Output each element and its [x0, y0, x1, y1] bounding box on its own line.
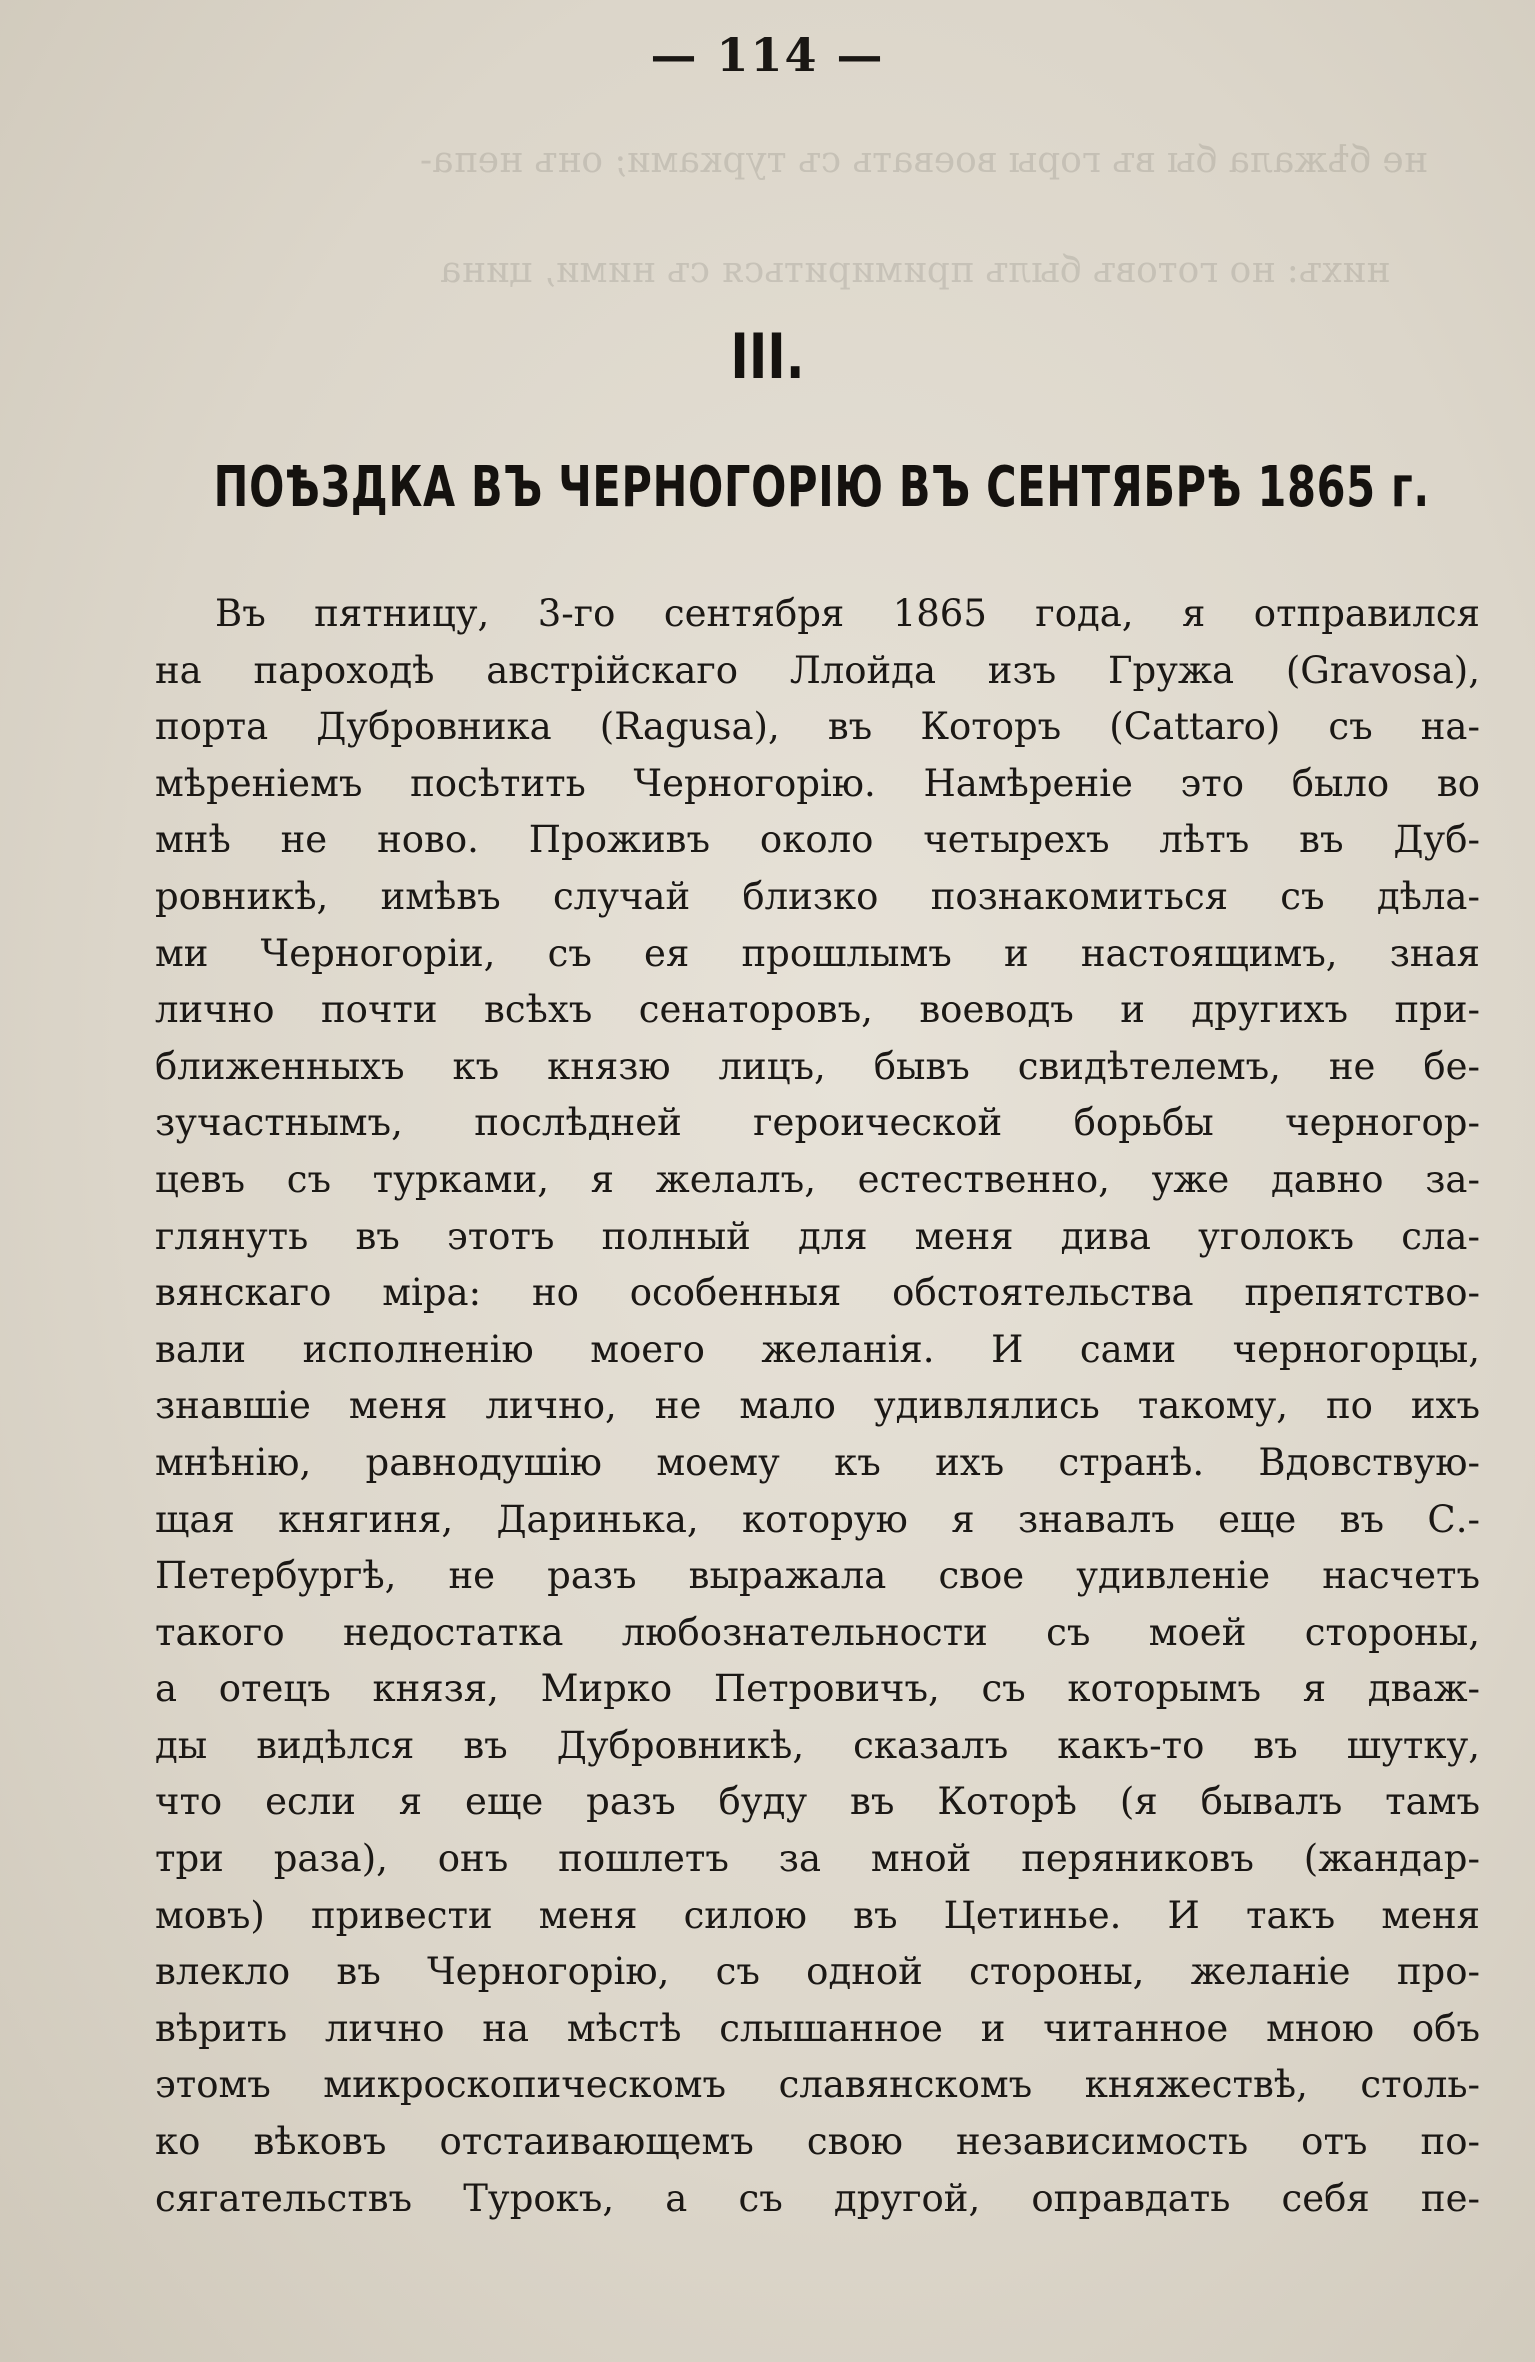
text-line: мнѣ не ново. Проживъ около четырехъ лѣтъ въ Дуб-: [155, 818, 1480, 862]
text-line: этомъ микроскопическомъ славянскомъ княжествѣ, столь-: [155, 2063, 1480, 2107]
text-line: такого недостатка любознательности съ моей стороны,: [155, 1610, 1480, 1654]
text-line: на пароходѣ австрійскаго Ллойда изъ Гружа (Gravosa),: [155, 648, 1480, 692]
text-line: зучастнымъ, послѣдней героической борьбы черногор-: [155, 1101, 1480, 1145]
bleed-through: не бѣжала бы въ горы воевать съ турками; онъ непа-: [420, 140, 1428, 181]
body-text: [155, 586, 1480, 2227]
text-line: порта Дубровника (Ragusa), въ Которъ (Cattaro) съ на-: [155, 705, 1480, 749]
text-line: ми Черногоріи, съ ея прошлымъ и настоящимъ, зная: [155, 931, 1480, 975]
text-line: ко вѣковъ отстаивающемъ свою независимость отъ по-: [155, 2120, 1480, 2164]
text-line: а отецъ князя, Мирко Петровичъ, съ которымъ я дваж-: [155, 1667, 1480, 1711]
text-line: ровникѣ, имѣвъ случай близко познакомиться съ дѣла-: [155, 874, 1480, 918]
chapter-title: [0, 455, 1535, 520]
text-line: Въ пятницу, 3-го сентября 1865 года, я отправился: [215, 592, 1480, 635]
text-line: знавшіе меня лично, не мало удивлялись такому, по ихъ: [155, 1384, 1480, 1428]
bleed-through: нихъ: но готовъ былъ примириться съ ними, цина: [440, 250, 1391, 291]
text-line: мнѣнію, равнодушію моему къ ихъ странѣ. Вдовствую-: [155, 1440, 1480, 1484]
text-line: лично почти всѣхъ сенаторовъ, воеводъ и другихъ при-: [155, 988, 1480, 1032]
text-line: цевъ съ турками, я желалъ, естественно, уже давно за-: [155, 1157, 1480, 1201]
text-line: влекло въ Черногорію, съ одной стороны, желаніе про-: [155, 1950, 1480, 1994]
text-line: мовъ) привести меня силою въ Цетинье. И такъ меня: [155, 1893, 1480, 1937]
text-line: глянуть въ этотъ полный для меня дива уголокъ сла-: [155, 1214, 1480, 1258]
text-line: щая княгиня, Даринька, которую я знавалъ еще въ С.-: [155, 1497, 1480, 1541]
text-line: вянскаго міра: но особенныя обстоятельства препятство-: [155, 1271, 1480, 1315]
chapter-numeral: III.: [730, 320, 805, 393]
text-line: Петербургѣ, не разъ выражала свое удивленіе насчетъ: [155, 1554, 1480, 1598]
text-line: сягательствъ Турокъ, а съ другой, оправдать себя пе-: [155, 2176, 1480, 2220]
page-number: — 114 —: [650, 28, 885, 82]
text-line: ближенныхъ къ князю лицъ, бывъ свидѣтелемъ, не бе-: [155, 1044, 1480, 1088]
text-line: три раза), онъ пошлетъ за мной перяниковъ (жандар-: [155, 1837, 1480, 1881]
text-line: вѣрить лично на мѣстѣ слышанное и читанное мною объ: [155, 2006, 1480, 2050]
text-line: вали исполненію моего желанія. И сами черногорцы,: [155, 1327, 1480, 1371]
text-line: ды видѣлся въ Дубровникѣ, сказалъ какъ-то въ шутку,: [155, 1723, 1480, 1767]
text-line: что если я еще разъ буду въ Которѣ (я бывалъ тамъ: [155, 1780, 1480, 1824]
text-line: мѣреніемъ посѣтить Черногорію. Намѣреніе это было во: [155, 761, 1480, 805]
chapter-title-text: ПОѢЗДКА ВЪ ЧЕРНОГОРІЮ ВЪ СЕНТЯБРѢ 1865 г.: [213, 455, 1430, 520]
